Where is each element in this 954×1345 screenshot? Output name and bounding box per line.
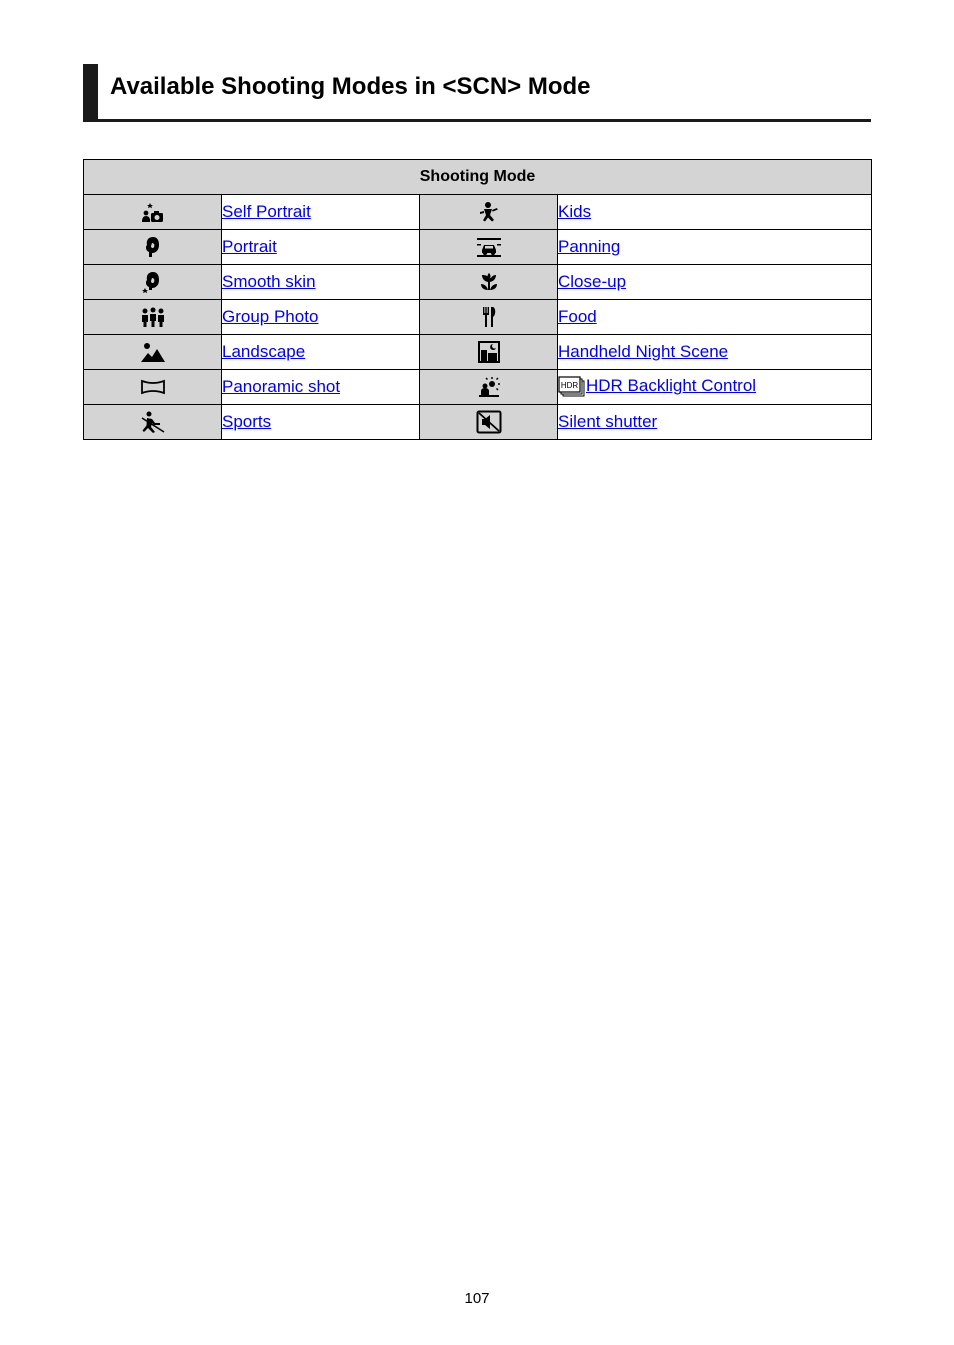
- mode-link-self-portrait[interactable]: Self Portrait: [222, 202, 311, 221]
- heading-underline: [83, 119, 871, 122]
- mode-link-food[interactable]: Food: [558, 307, 597, 326]
- close-up-icon: [476, 270, 502, 294]
- section-heading: [83, 64, 871, 122]
- sports-icon: [140, 410, 166, 434]
- table-row: [84, 230, 872, 265]
- mode-label-hdr-backlight-control: HDR Backlight Control: [586, 376, 757, 396]
- table-row: [84, 405, 872, 440]
- table-row: [84, 335, 872, 370]
- table-row: [84, 195, 872, 230]
- mode-link-hdr-backlight-control[interactable]: [558, 376, 756, 395]
- table-row: [84, 265, 872, 300]
- svg-text:HDR: HDR: [560, 381, 579, 390]
- mode-link-handheld-night-scene[interactable]: Handheld Night Scene: [558, 342, 729, 361]
- page-number: 107: [464, 1290, 490, 1307]
- mode-link-landscape[interactable]: Landscape: [222, 342, 306, 361]
- panning-icon: [476, 235, 502, 259]
- mode-link-portrait[interactable]: Portrait: [222, 237, 277, 256]
- mode-link-smooth-skin[interactable]: Smooth skin: [222, 272, 316, 291]
- group-photo-icon: [140, 305, 166, 329]
- table-row: [84, 300, 872, 335]
- hdr-icon: [558, 376, 586, 398]
- landscape-icon: [140, 340, 166, 364]
- page-title: Available Shooting Modes in <SCN> Mode: [110, 73, 591, 100]
- mode-link-kids[interactable]: Kids: [558, 202, 592, 221]
- self-portrait-icon: [140, 200, 166, 224]
- mode-link-panning[interactable]: Panning: [558, 237, 621, 256]
- panoramic-shot-icon: [140, 375, 166, 399]
- table-header: Shooting Mode: [84, 160, 872, 195]
- table-row: [84, 370, 872, 405]
- handheld-night-scene-icon: [476, 340, 502, 364]
- heading-accent-bar: [83, 64, 98, 122]
- kids-icon: [476, 200, 502, 224]
- mode-link-panoramic-shot[interactable]: Panoramic shot: [222, 377, 341, 396]
- silent-shutter-icon: [476, 410, 502, 434]
- shooting-mode-table: [83, 159, 872, 440]
- hdr-backlight-control-icon: [476, 375, 502, 399]
- mode-link-silent-shutter[interactable]: Silent shutter: [558, 412, 658, 431]
- table-header-row: [84, 160, 872, 195]
- smooth-skin-icon: [140, 270, 166, 294]
- food-icon: [476, 305, 502, 329]
- mode-link-close-up[interactable]: Close-up: [558, 272, 627, 291]
- mode-link-sports[interactable]: Sports: [222, 412, 272, 431]
- mode-link-group-photo[interactable]: Group Photo: [222, 307, 319, 326]
- portrait-icon: [140, 235, 166, 259]
